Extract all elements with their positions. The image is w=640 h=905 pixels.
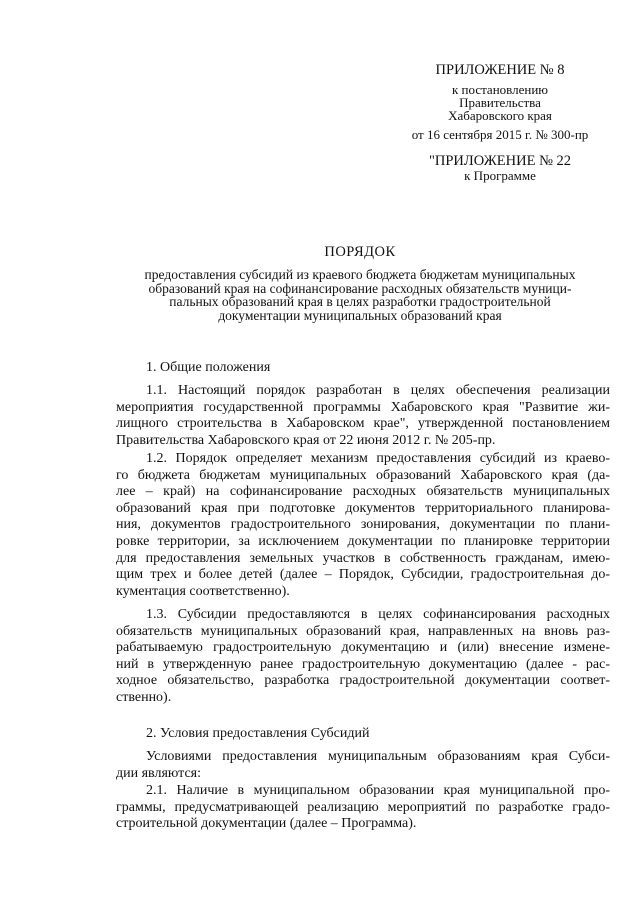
subtitle-line: документации муниципальных образований края	[218, 307, 502, 323]
annex-8-block	[380, 62, 620, 141]
section-1-heading: 1. Общие положения	[146, 360, 271, 375]
section-2-intro: Условиями предоставления муниципальным образованиям края Субси- дии являются:	[116, 749, 610, 781]
annex-8-heading: ПРИЛОЖЕНИЕ № 8	[435, 62, 565, 78]
annex-22-block	[380, 154, 620, 182]
annex-22-line: к Программе	[464, 168, 536, 183]
section-2-heading: 2. Условия предоставления Субсидий	[146, 726, 370, 741]
subtitle-line: пальных образований края в целях разработки градостроительной	[169, 294, 551, 309]
paragraph-1-1: 1.1. Настоящий порядок разработан в целях обеспечения реализации мероприятия государственной программы Хабаровского края "Развитие жи- лищного строительства в Хабаровском крае", утвержденной постановлением Правительства Хабаровского края от 22 июня 2012 г. № 205-пр.	[116, 383, 610, 448]
paragraph-1-2: 1.2. Порядок определяет механизм предоставления субсидий из краево- го бюджета бюджетам муниципальных образований Хабаровского края (да- лее – край) на софинансирование расходных обязательств муниципальных образований края при подготовке документов территориального планирова- ния, документов градостроительного зонирования, документации по плани- ровке территории, за исключением документации по планировке территории для предоставления земельных участков в собственность гражданам, имею- щим трех и более детей (далее – Порядок, Субсидии, градостроительная до- кументация соответственно).	[116, 451, 610, 599]
annex-8-line: Хабаровского края	[448, 108, 552, 123]
annex-8-line: от 16 сентября 2015 г. № 300-пр	[411, 127, 589, 142]
annex-22-heading: "ПРИЛОЖЕНИЕ № 22	[428, 153, 572, 169]
paragraph-2-1: 2.1. Наличие в муниципальном образовании края муниципальной про- граммы, предусматривающей реализацию мероприятий по разработке градо- строительной документации (далее – Программа).	[116, 783, 610, 832]
annex-8-line: к постановлению	[451, 82, 549, 97]
subtitle-line: предоставления субсидий из краевого бюджета бюджетам муниципальных	[144, 267, 576, 282]
annex-8-line: Правительства	[459, 95, 541, 110]
document-title: ПОРЯДОК	[324, 244, 396, 260]
document-subtitle	[110, 268, 610, 322]
paragraph-1-3: 1.3. Субсидии предоставляются в целях софинансирования расходных обязательств муниципальных образований края, направленных на вновь раз- рабатываемую градостроительную документацию и (или) внесение измене- ний в утвержденную ранее градостроительную документацию (далее - рас- ходное обязательство, разработка градостроительной документации соответ- ственно).	[116, 607, 610, 705]
subtitle-line: образований края на софинансирование расходных обязательств муници-	[148, 280, 572, 296]
